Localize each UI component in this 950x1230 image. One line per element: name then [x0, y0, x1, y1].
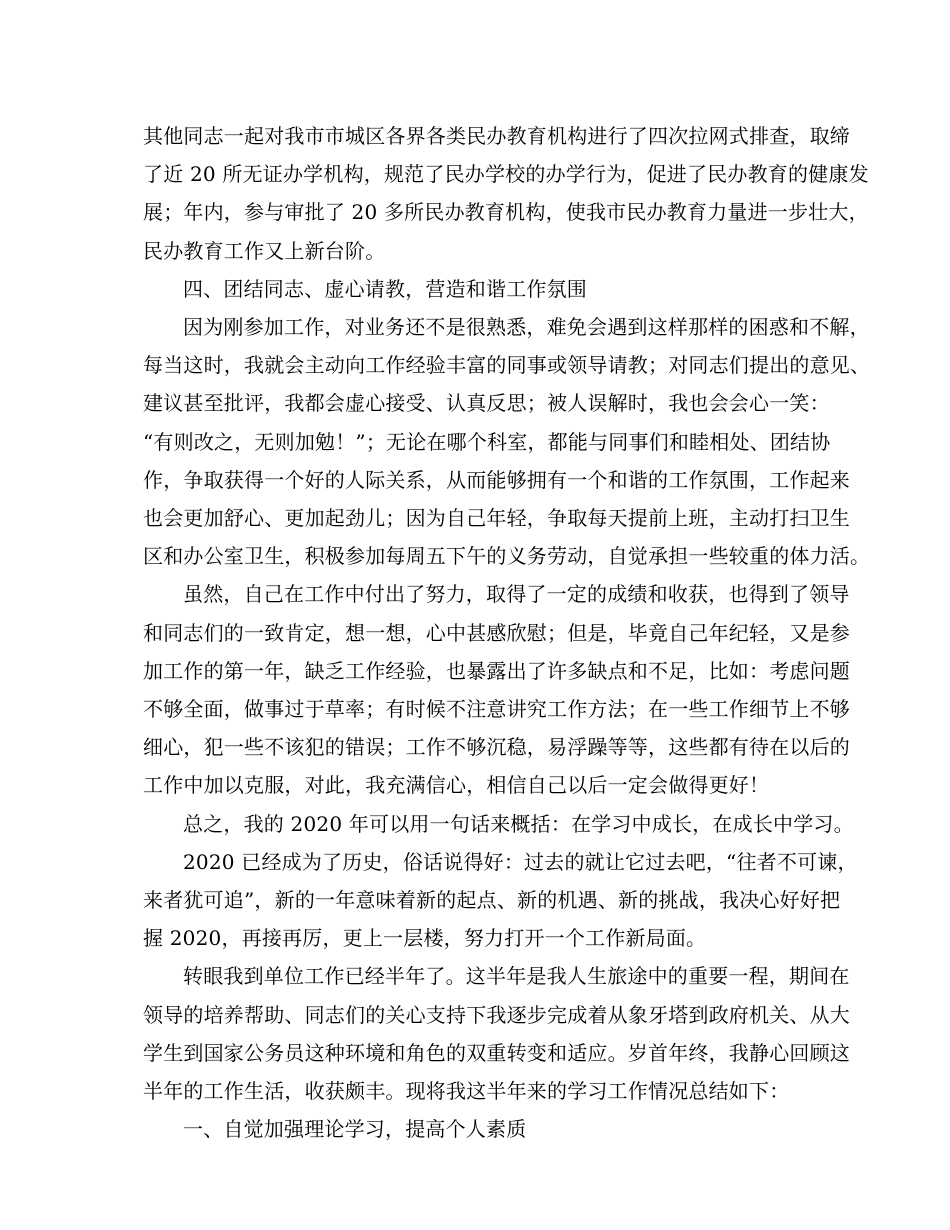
text-line: 学生到国家公务员这种环境和角色的双重转变和适应。岁首年终，我静心回顾这 [143, 1040, 850, 1065]
paragraph [143, 957, 850, 1110]
text-line: 也会更加舒心、更加起劲儿；因为自己年轻，争取每天提前上班，主动打扫卫生 [143, 506, 850, 531]
text-line: 握 2020，再接再厉，更上一层楼，努力打开一个工作新局面。 [143, 926, 707, 951]
text-line: 建议甚至批评，我都会虚心接受、认真反思；被人误解时，我也会会心一笑： [143, 391, 830, 416]
text-line: 工作中加以克服，对此，我充满信心，相信自己以后一定会做得更好！ [143, 773, 770, 798]
paragraph [143, 843, 858, 958]
text-line: 加工作的第一年，缺乏工作经验，也暴露出了许多缺点和不足，比如：考虑问题 [143, 658, 850, 683]
text-line: “有则改之，无则加勉！”；无论在哪个科室，都能与同事们和睦相处、团结协 [143, 429, 831, 454]
text-line: 转眼我到单位工作已经半年了。这半年是我人生旅途中的重要一程，期间在 [183, 964, 850, 989]
paragraph [143, 308, 871, 575]
paragraph [143, 575, 850, 804]
text-line: 虽然，自己在工作中付出了努力，取得了一定的成绩和收获，也得到了领导 [183, 582, 850, 607]
text-line: 因为刚参加工作，对业务还不是很熟悉，难免会遇到这样那样的困惑和不解， [183, 315, 870, 340]
text-line: 和同志们的一致肯定，想一想，心中甚感欣慰；但是，毕竟自己年纪轻，又是参 [143, 620, 850, 645]
text-line: 不够全面，做事过于草率；有时候不注意讲究工作方法；在一些工作细节上不够 [143, 697, 850, 722]
section-heading [143, 1110, 803, 1148]
text-line: 总之，我的 2020 年可以用一句话来概括：在学习中成长，在成长中学习。 [183, 811, 854, 836]
text-line: 区和办公室卫生，积极参加每周五下午的义务劳动，自觉承担一些较重的体力活。 [143, 544, 871, 569]
text-line: 2020 已经成为了历史，俗话说得好：过去的就让它过去吧，“往者不可谏， [183, 849, 858, 874]
section-heading [143, 270, 803, 308]
text-line: 每当这时，我就会主动向工作经验丰富的同事或领导请教；对同志们提出的意见、 [143, 353, 871, 378]
document-body [143, 117, 871, 1148]
text-line: 半年的工作生活，收获颇丰。现将我这半年来的学习工作情况总结如下： [143, 1079, 790, 1104]
paragraph [143, 805, 854, 843]
text-line: 一、自觉加强理论学习，提高个人素质 [183, 1117, 527, 1142]
text-line: 领导的培养帮助、同志们的关心支持下我逐步完成着从象牙塔到政府机关、从大 [143, 1002, 850, 1027]
text-line: 了近 20 所无证办学机构，规范了民办学校的办学行为，促进了民办教育的健康发 [143, 162, 869, 187]
text-line: 细心，犯一些不该犯的错误；工作不够沉稳，易浮躁等等，这些都有待在以后的 [143, 735, 850, 760]
paragraph [143, 117, 869, 270]
text-line: 作，争取获得一个好的人际关系，从而能够拥有一个和谐的工作氛围，工作起来 [143, 467, 850, 492]
text-line: 其他同志一起对我市市城区各界各类民办教育机构进行了四次拉网式排查，取缔 [143, 124, 850, 148]
text-line: 民办教育工作又上新台阶。 [143, 238, 386, 263]
text-line: 四、团结同志、虚心请教，营造和谐工作氛围 [183, 276, 587, 301]
text-line: 来者犹可追”，新的一年意味着新的起点、新的机遇、新的挑战，我决心好好把 [143, 888, 841, 913]
text-line: 展；年内，参与审批了 20 多所民办教育机构，使我市民办教育力量进一步壮大， [143, 200, 869, 225]
